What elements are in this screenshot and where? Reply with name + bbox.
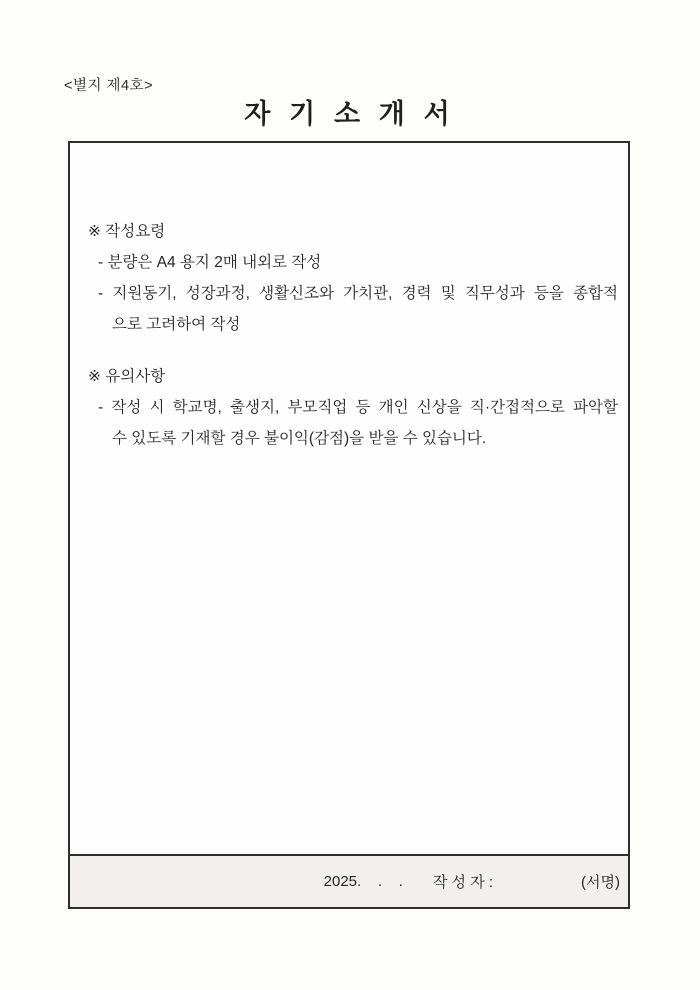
form-box-body [70,143,628,854]
notes-heading: ※ 유의사항 [88,368,166,385]
page-title: 자 기 소 개 서 [244,99,456,129]
form-box [68,141,630,909]
signature-label: (서명) [581,874,620,891]
writer-label: 작 성 자 : [432,874,494,891]
guidelines-item-length: - 분량은 A4 용지 2매 내외로 작성 [98,254,322,271]
form-number-label: <별지 제4호> [64,78,154,94]
guidelines-heading: ※ 작성요령 [88,223,166,240]
section-spacer [88,340,618,361]
guidelines-item-content: - 지원동기, 성장과정, 생활신조와 가치관, 경력 및 직무성과 등을 종합적 [98,285,618,302]
signature-row [70,854,628,907]
notes-item-privacy-continued: 수 있도록 기재할 경우 불이익(감점)을 받을 수 있습니다. [112,430,487,447]
date-field: 2025. . . [323,873,403,890]
notes-item-privacy: - 작성 시 학교명, 출생지, 부모직업 등 개인 신상을 직·간접적으로 파악할 [98,399,618,416]
guidelines-item-content-continued: 으로 고려하여 작성 [112,316,241,333]
